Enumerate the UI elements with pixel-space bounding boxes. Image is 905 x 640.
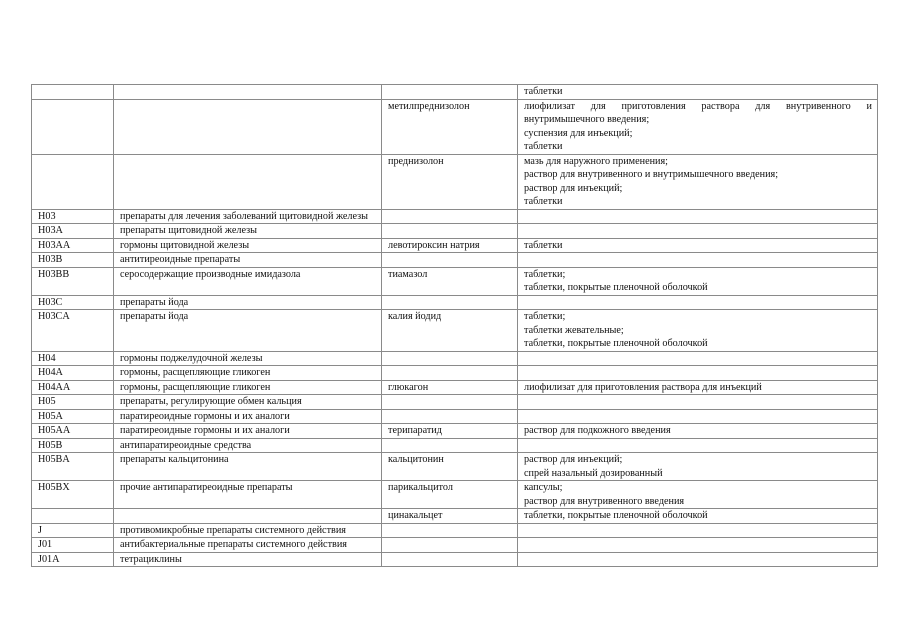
dosage-forms-cell bbox=[518, 538, 878, 553]
atc-code-cell: H03A bbox=[32, 224, 114, 239]
table-row bbox=[32, 395, 878, 410]
atc-code-cell: J01A bbox=[32, 552, 114, 567]
atc-code-cell bbox=[32, 509, 114, 524]
atc-code-cell: H05B bbox=[32, 438, 114, 453]
atc-code-cell: H05BX bbox=[32, 481, 114, 509]
drug-name-cell: калия йодид bbox=[382, 310, 518, 352]
anatomical-therapeutic-group-cell: препараты щитовидной железы bbox=[114, 224, 382, 239]
dosage-form-line: таблетки bbox=[524, 196, 563, 207]
anatomical-therapeutic-group-cell: гормоны поджелудочной железы bbox=[114, 351, 382, 366]
table-row bbox=[32, 409, 878, 424]
drug-name-cell bbox=[382, 409, 518, 424]
atc-code-cell: H03BB bbox=[32, 267, 114, 295]
drug-name-cell: цинакальцет bbox=[382, 509, 518, 524]
dosage-forms-cell bbox=[518, 209, 878, 224]
drug-name-cell: глюкагон bbox=[382, 380, 518, 395]
atc-code-cell bbox=[32, 85, 114, 100]
anatomical-therapeutic-group-cell bbox=[114, 85, 382, 100]
table-row bbox=[32, 552, 878, 567]
anatomical-therapeutic-group-cell: препараты йода bbox=[114, 295, 382, 310]
dosage-form-line: суспензия для инъекций; bbox=[524, 127, 633, 139]
drug-name-cell: метилпреднизолон bbox=[382, 99, 518, 154]
anatomical-therapeutic-group-cell: антибактериальные препараты системного действия bbox=[114, 538, 382, 553]
dosage-forms-cell bbox=[518, 351, 878, 366]
dosage-form-line: раствор для внутривенного и внутримышечного введения; bbox=[524, 169, 779, 180]
anatomical-therapeutic-group-cell: препараты кальцитонина bbox=[114, 453, 382, 481]
drug-name-cell: преднизолон bbox=[382, 154, 518, 209]
anatomical-therapeutic-group-cell: препараты йода bbox=[114, 310, 382, 352]
table-row bbox=[32, 85, 878, 100]
atc-code-cell: H03CA bbox=[32, 310, 114, 352]
dosage-forms-cell bbox=[518, 310, 878, 352]
atc-code-cell: H04 bbox=[32, 351, 114, 366]
anatomical-therapeutic-group-cell: препараты для лечения заболеваний щитовидной железы bbox=[114, 209, 382, 224]
dosage-forms-cell bbox=[518, 509, 878, 524]
dosage-form-line: таблетки; bbox=[524, 311, 566, 322]
anatomical-therapeutic-group-cell bbox=[114, 154, 382, 209]
atc-code-cell: H05AA bbox=[32, 424, 114, 439]
atc-code-cell: H04A bbox=[32, 366, 114, 381]
atc-code-cell: H03 bbox=[32, 209, 114, 224]
dosage-forms-cell bbox=[518, 154, 878, 209]
anatomical-therapeutic-group-cell bbox=[114, 99, 382, 154]
atc-code-cell: H05 bbox=[32, 395, 114, 410]
dosage-forms-cell bbox=[518, 523, 878, 538]
drug-name-cell bbox=[382, 438, 518, 453]
table-row bbox=[32, 99, 878, 154]
dosage-form-line: таблетки, покрытые пленочной оболочкой bbox=[524, 510, 708, 521]
drug-name-cell bbox=[382, 395, 518, 410]
dosage-form-line: раствор для подкожного введения bbox=[524, 425, 671, 436]
anatomical-therapeutic-group-cell: гормоны, расщепляющие гликоген bbox=[114, 380, 382, 395]
dosage-forms-cell bbox=[518, 453, 878, 481]
drug-name-cell bbox=[382, 209, 518, 224]
drug-name-cell bbox=[382, 295, 518, 310]
dosage-form-line: лиофилизат для приготовления раствора для инъекций bbox=[524, 381, 762, 393]
table-row bbox=[32, 380, 878, 395]
drug-classification-table bbox=[31, 84, 878, 567]
dosage-form-line: таблетки; bbox=[524, 268, 566, 280]
table-body bbox=[32, 85, 878, 567]
table-row bbox=[32, 154, 878, 209]
dosage-forms-cell bbox=[518, 267, 878, 295]
atc-code-cell: H05A bbox=[32, 409, 114, 424]
anatomical-therapeutic-group-cell bbox=[114, 509, 382, 524]
drug-name-cell bbox=[382, 253, 518, 268]
dosage-form-line: таблетки, покрытые пленочной оболочкой bbox=[524, 282, 708, 293]
table-row bbox=[32, 523, 878, 538]
atc-code-cell: H05BA bbox=[32, 453, 114, 481]
dosage-forms-cell bbox=[518, 424, 878, 439]
atc-code-cell: J bbox=[32, 523, 114, 538]
dosage-form-line: спрей назальный дозированный bbox=[524, 467, 663, 479]
table-row bbox=[32, 238, 878, 253]
drug-name-cell bbox=[382, 523, 518, 538]
table-row bbox=[32, 351, 878, 366]
dosage-forms-cell bbox=[518, 295, 878, 310]
anatomical-therapeutic-group-cell: гормоны, расщепляющие гликоген bbox=[114, 366, 382, 381]
atc-code-cell: H03AA bbox=[32, 238, 114, 253]
dosage-form-line: таблетки bbox=[524, 239, 563, 251]
dosage-forms-cell bbox=[518, 481, 878, 509]
dosage-forms-cell bbox=[518, 552, 878, 567]
table-row bbox=[32, 366, 878, 381]
drug-name-cell: тиамазол bbox=[382, 267, 518, 295]
dosage-form-line: капсулы; bbox=[524, 482, 563, 493]
atc-code-cell: H04AA bbox=[32, 380, 114, 395]
dosage-form-line: таблетки bbox=[524, 141, 563, 152]
dosage-forms-cell bbox=[518, 366, 878, 381]
table-row bbox=[32, 295, 878, 310]
table-row bbox=[32, 253, 878, 268]
table-row bbox=[32, 538, 878, 553]
drug-name-cell bbox=[382, 366, 518, 381]
anatomical-therapeutic-group-cell: паратиреоидные гормоны и их аналоги bbox=[114, 409, 382, 424]
anatomical-therapeutic-group-cell: препараты, регулирующие обмен кальция bbox=[114, 395, 382, 410]
dosage-forms-cell bbox=[518, 380, 878, 395]
table-row bbox=[32, 509, 878, 524]
table-row bbox=[32, 453, 878, 481]
dosage-forms-cell bbox=[518, 85, 878, 100]
table-row bbox=[32, 424, 878, 439]
dosage-forms-cell bbox=[518, 395, 878, 410]
atc-code-cell: J01 bbox=[32, 538, 114, 553]
dosage-form-line: раствор для инъекций; bbox=[524, 182, 623, 194]
atc-code-cell bbox=[32, 99, 114, 154]
drug-name-cell bbox=[382, 224, 518, 239]
anatomical-therapeutic-group-cell: противомикробные препараты системного действия bbox=[114, 523, 382, 538]
drug-name-cell bbox=[382, 552, 518, 567]
dosage-forms-cell bbox=[518, 253, 878, 268]
dosage-forms-cell bbox=[518, 99, 878, 154]
table-row bbox=[32, 481, 878, 509]
drug-name-cell: парикальцитол bbox=[382, 481, 518, 509]
drug-name-cell: левотироксин натрия bbox=[382, 238, 518, 253]
table-row bbox=[32, 224, 878, 239]
dosage-form-line: мазь для наружного применения; bbox=[524, 155, 669, 167]
atc-code-cell: H03C bbox=[32, 295, 114, 310]
table-row bbox=[32, 209, 878, 224]
drug-name-cell bbox=[382, 85, 518, 100]
anatomical-therapeutic-group-cell: гормоны щитовидной железы bbox=[114, 238, 382, 253]
table-row bbox=[32, 438, 878, 453]
dosage-form-line: лиофилизат для приготовления раствора для внутривенного и внутримышечного введения; bbox=[524, 100, 872, 125]
anatomical-therapeutic-group-cell: прочие антипаратиреоидные препараты bbox=[114, 481, 382, 509]
anatomical-therapeutic-group-cell: серосодержащие производные имидазола bbox=[114, 267, 382, 295]
table-row bbox=[32, 310, 878, 352]
drug-name-cell bbox=[382, 538, 518, 553]
drug-name-cell bbox=[382, 351, 518, 366]
dosage-form-line: раствор для инъекций; bbox=[524, 454, 623, 465]
dosage-forms-cell bbox=[518, 224, 878, 239]
dosage-form-line: таблетки жевательные; bbox=[524, 324, 624, 336]
dosage-form-line: раствор для внутривенного введения bbox=[524, 495, 685, 507]
drug-name-cell: терипаратид bbox=[382, 424, 518, 439]
dosage-form-line: таблетки bbox=[524, 86, 563, 97]
table-row bbox=[32, 267, 878, 295]
dosage-form-line: таблетки, покрытые пленочной оболочкой bbox=[524, 338, 708, 349]
anatomical-therapeutic-group-cell: тетрациклины bbox=[114, 552, 382, 567]
dosage-forms-cell bbox=[518, 409, 878, 424]
dosage-forms-cell bbox=[518, 438, 878, 453]
atc-code-cell bbox=[32, 154, 114, 209]
anatomical-therapeutic-group-cell: антитиреоидные препараты bbox=[114, 253, 382, 268]
anatomical-therapeutic-group-cell: антипаратиреоидные средства bbox=[114, 438, 382, 453]
anatomical-therapeutic-group-cell: паратиреоидные гормоны и их аналоги bbox=[114, 424, 382, 439]
atc-code-cell: H03B bbox=[32, 253, 114, 268]
drug-name-cell: кальцитонин bbox=[382, 453, 518, 481]
dosage-forms-cell bbox=[518, 238, 878, 253]
